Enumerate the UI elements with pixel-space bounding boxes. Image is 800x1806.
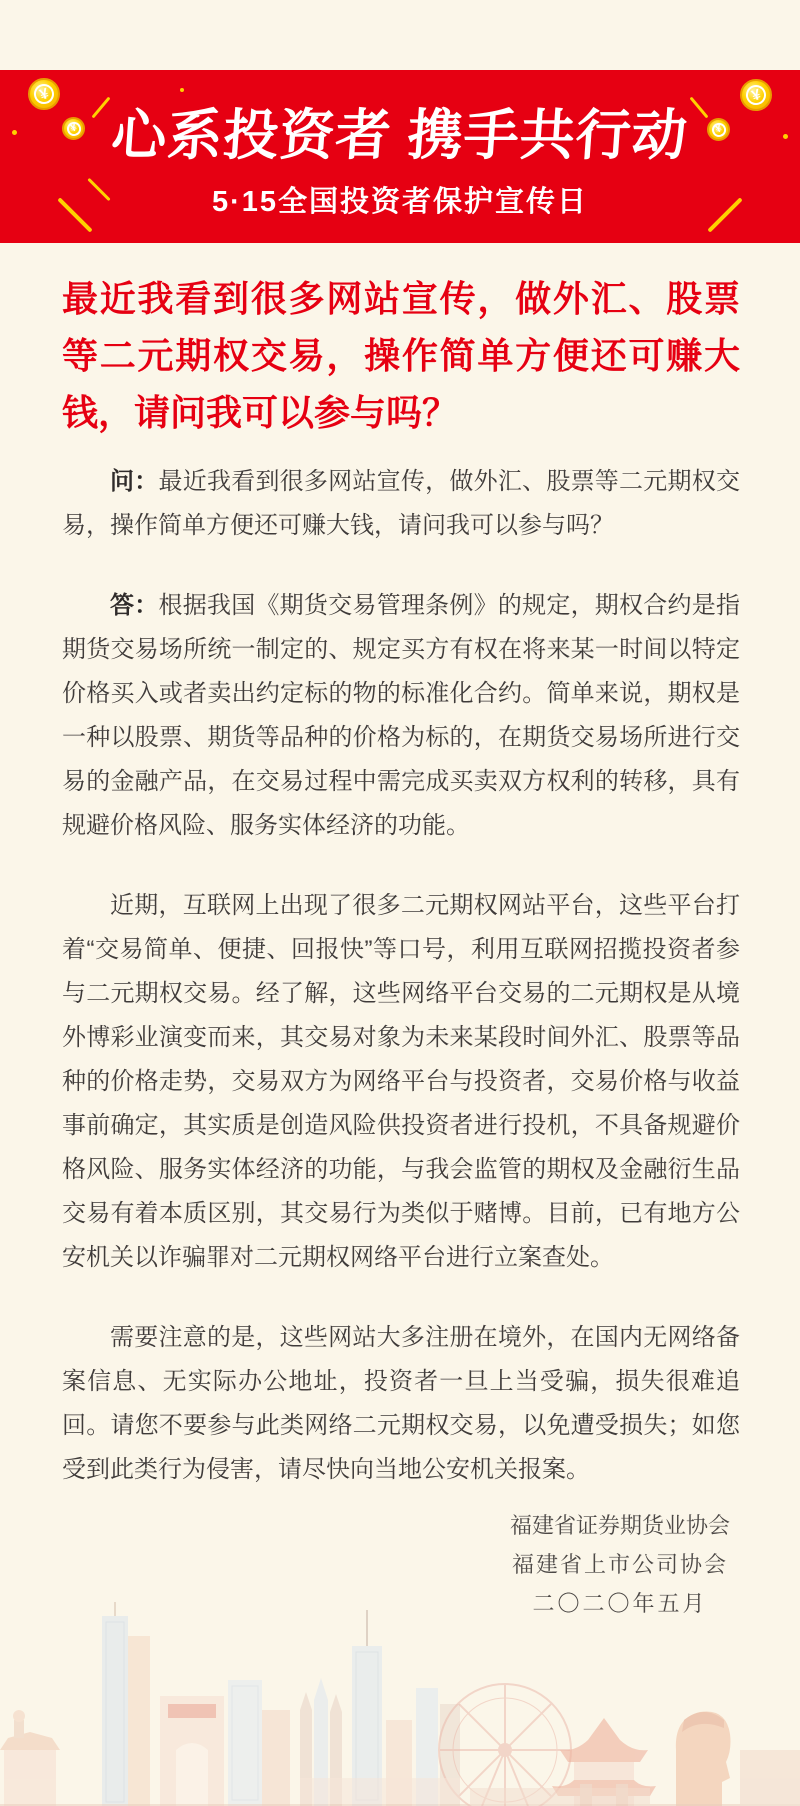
city-skyline-watermark [0, 1600, 800, 1806]
paragraph-question [62, 460, 740, 548]
paragraph-warning [62, 1316, 740, 1492]
article-body [62, 460, 740, 1528]
building-cluster-icon [228, 1680, 290, 1806]
yuan-symbol: ¥ [743, 82, 768, 107]
yuan-symbol: ¥ [65, 120, 82, 137]
banner-title: 心系投资者 携手共行动 [109, 104, 690, 166]
skyscraper-icon [102, 1602, 150, 1806]
banner [0, 70, 800, 243]
temple-gate-icon [0, 1710, 60, 1806]
paragraph-text: 需要注意的是，这些网站大多注册在境外，在国内无网络备案信息、无实际办公地址，投资者一旦上当受骗，损失很难追回。请您不要参与此类网络二元期权交易，以免遭受损失；如您受到此类行为侵害，请尽快向当地公安机关报案。 [62, 1324, 740, 1483]
banner-subtitle: 5·15全国投资者保护宣传日 [211, 186, 589, 218]
answer-label: 答： [110, 592, 159, 619]
paragraph-text: 最近我看到很多网站宣传，做外汇、股票等二元期权交易，操作简单方便还可赚大钱，请问我可以参与吗？ [62, 468, 741, 539]
statue-icon [676, 1711, 731, 1806]
yuan-symbol: ¥ [710, 121, 727, 138]
gate-building-icon [160, 1696, 224, 1806]
yuan-symbol: ¥ [31, 81, 56, 106]
signature-date: 二〇二〇年五月 [532, 1591, 708, 1616]
paragraph-answer-continued [62, 884, 740, 1280]
signature-org-1: 福建省证券期货业协会 [509, 1513, 730, 1538]
question-heading: 最近我看到很多网站宣传，做外汇、股票等二元期权交易，操作简单方便还可赚大钱，请问我可以参与吗？ [62, 278, 740, 433]
paragraph-answer [62, 584, 740, 848]
paragraph-text: 根据我国《期货交易管理条例》的规定，期权合约是指期货交易场所统一制定的、规定买方有权在将来某一时间以特定价格买入或者卖出约定标的物的标准化合约。简单来说，期权是一种以股票、期货等品种的价格为标的，在期货交易场所进行交易的金融产品，在交易过程中需完成买卖双方权利的转移，具有规避价格风险、服务实体经济的功能。 [62, 592, 741, 839]
antenna-tower-icon [352, 1610, 412, 1806]
signature-org-2: 福建省上市公司协会 [511, 1552, 728, 1577]
question-label: 问： [110, 468, 159, 495]
paragraph-text: 近期，互联网上出现了很多二元期权网站平台，这些平台打着“交易简单、便捷、回报快”等口号，利用互联网招揽投资者参与二元期权交易。经了解，这些网络平台交易的二元期权是从境外博彩业演变而来，其交易对象为未来某段时间外汇、股票等品种的价格走势，交易双方为网络平台与投资者，交易价格与收益事前确定，其实质是创造风险供投资者进行投机，不具备规避价格风险、服务实体经济的功能，与我会监管的期权及金融衍生品交易有着本质区别，其交易行为类似于赌博。目前，已有地方公安机关以诈骗罪对二元期权网络平台进行立案查处。 [62, 892, 740, 1271]
